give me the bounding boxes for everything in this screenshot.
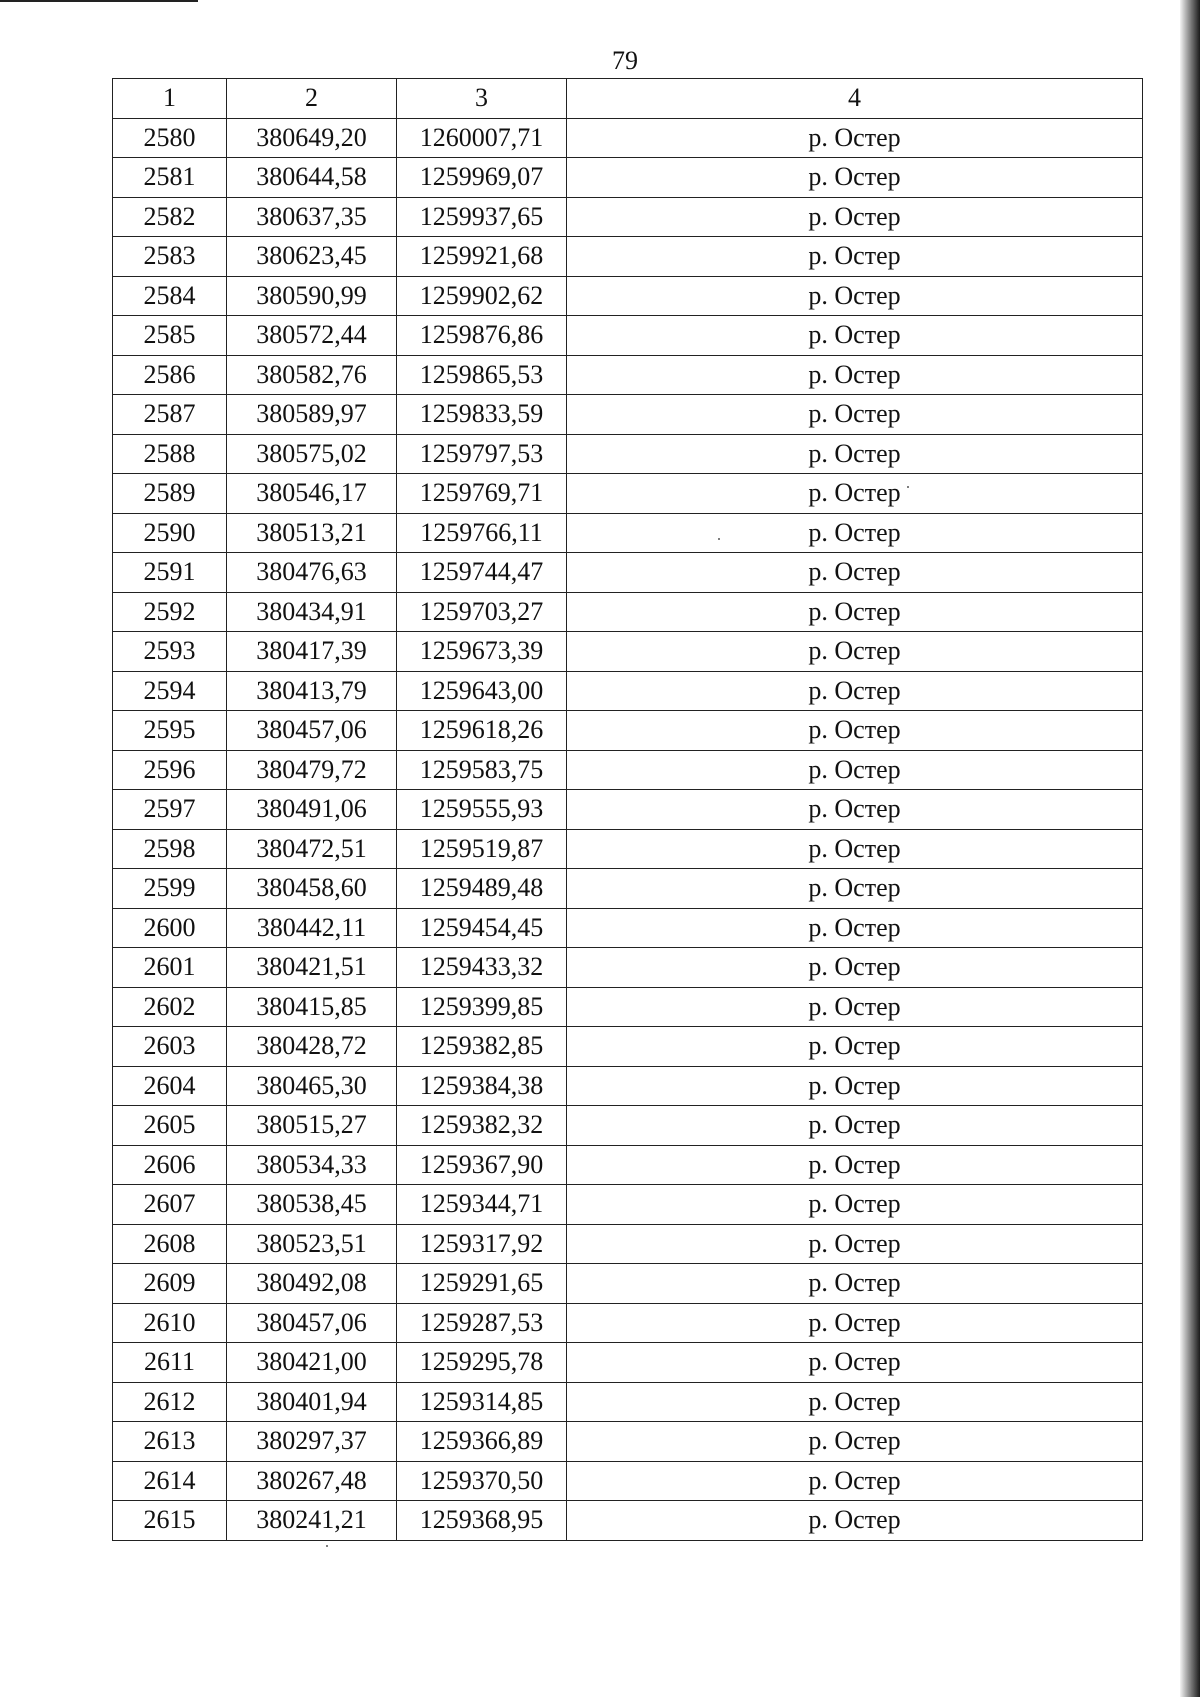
point-number-cell: 2586 bbox=[113, 355, 227, 395]
description-cell: р. Остер bbox=[567, 1501, 1143, 1541]
x-coordinate-cell: 380590,99 bbox=[227, 276, 397, 316]
scan-speck bbox=[907, 486, 909, 488]
y-coordinate-cell: 1259370,50 bbox=[397, 1461, 567, 1501]
scan-edge-shadow bbox=[1180, 0, 1200, 1697]
point-number-cell: 2602 bbox=[113, 987, 227, 1027]
x-coordinate-cell: 380417,39 bbox=[227, 632, 397, 672]
x-coordinate-cell: 380476,63 bbox=[227, 553, 397, 593]
description-cell: р. Остер bbox=[567, 1264, 1143, 1304]
description-cell: р. Остер bbox=[567, 632, 1143, 672]
point-number-cell: 2613 bbox=[113, 1422, 227, 1462]
y-coordinate-cell: 1259287,53 bbox=[397, 1303, 567, 1343]
description-cell: р. Остер bbox=[567, 869, 1143, 909]
x-coordinate-cell: 380415,85 bbox=[227, 987, 397, 1027]
description-cell: р. Остер bbox=[567, 1106, 1143, 1146]
y-coordinate-cell: 1259454,45 bbox=[397, 908, 567, 948]
x-coordinate-cell: 380513,21 bbox=[227, 513, 397, 553]
point-number-cell: 2581 bbox=[113, 158, 227, 198]
point-number-cell: 2605 bbox=[113, 1106, 227, 1146]
x-coordinate-cell: 380491,06 bbox=[227, 790, 397, 830]
y-coordinate-cell: 1259314,85 bbox=[397, 1382, 567, 1422]
x-coordinate-cell: 380637,35 bbox=[227, 197, 397, 237]
table-row bbox=[113, 197, 1143, 237]
y-coordinate-cell: 1259876,86 bbox=[397, 316, 567, 356]
description-cell: р. Остер bbox=[567, 750, 1143, 790]
y-coordinate-cell: 1259969,07 bbox=[397, 158, 567, 198]
y-coordinate-cell: 1259366,89 bbox=[397, 1422, 567, 1462]
y-coordinate-cell: 1259673,39 bbox=[397, 632, 567, 672]
table-row bbox=[113, 1303, 1143, 1343]
x-coordinate-cell: 380457,06 bbox=[227, 1303, 397, 1343]
x-coordinate-cell: 380649,20 bbox=[227, 118, 397, 158]
point-number-cell: 2591 bbox=[113, 553, 227, 593]
point-number-cell: 2603 bbox=[113, 1027, 227, 1067]
description-cell: р. Остер bbox=[567, 553, 1143, 593]
y-coordinate-cell: 1260007,71 bbox=[397, 118, 567, 158]
description-cell: р. Остер bbox=[567, 1027, 1143, 1067]
table-row bbox=[113, 908, 1143, 948]
table-row bbox=[113, 750, 1143, 790]
description-cell: р. Остер bbox=[567, 1461, 1143, 1501]
y-coordinate-cell: 1259797,53 bbox=[397, 434, 567, 474]
description-cell: р. Остер bbox=[567, 276, 1143, 316]
description-cell: р. Остер bbox=[567, 987, 1143, 1027]
table-row bbox=[113, 1106, 1143, 1146]
table-row bbox=[113, 118, 1143, 158]
table-row bbox=[113, 671, 1143, 711]
y-coordinate-cell: 1259744,47 bbox=[397, 553, 567, 593]
description-cell: р. Остер bbox=[567, 513, 1143, 553]
y-coordinate-cell: 1259583,75 bbox=[397, 750, 567, 790]
scan-speck bbox=[718, 538, 720, 540]
x-coordinate-cell: 380457,06 bbox=[227, 711, 397, 751]
table-body bbox=[113, 118, 1143, 1540]
y-coordinate-cell: 1259519,87 bbox=[397, 829, 567, 869]
description-cell: р. Остер bbox=[567, 1303, 1143, 1343]
point-number-cell: 2596 bbox=[113, 750, 227, 790]
point-number-cell: 2610 bbox=[113, 1303, 227, 1343]
description-cell: р. Остер bbox=[567, 197, 1143, 237]
point-number-cell: 2593 bbox=[113, 632, 227, 672]
x-coordinate-cell: 380523,51 bbox=[227, 1224, 397, 1264]
header-col-1: 1 bbox=[113, 79, 227, 119]
y-coordinate-cell: 1259769,71 bbox=[397, 474, 567, 514]
y-coordinate-cell: 1259433,32 bbox=[397, 948, 567, 988]
point-number-cell: 2608 bbox=[113, 1224, 227, 1264]
table-row bbox=[113, 237, 1143, 277]
point-number-cell: 2607 bbox=[113, 1185, 227, 1225]
table-row bbox=[113, 1027, 1143, 1067]
description-cell: р. Остер bbox=[567, 355, 1143, 395]
table-row bbox=[113, 632, 1143, 672]
table-row bbox=[113, 1145, 1143, 1185]
point-number-cell: 2588 bbox=[113, 434, 227, 474]
scan-speck bbox=[326, 1545, 328, 1547]
y-coordinate-cell: 1259344,71 bbox=[397, 1185, 567, 1225]
point-number-cell: 2580 bbox=[113, 118, 227, 158]
y-coordinate-cell: 1259833,59 bbox=[397, 395, 567, 435]
point-number-cell: 2597 bbox=[113, 790, 227, 830]
x-coordinate-cell: 380472,51 bbox=[227, 829, 397, 869]
y-coordinate-cell: 1259902,62 bbox=[397, 276, 567, 316]
table-row bbox=[113, 711, 1143, 751]
table-row bbox=[113, 513, 1143, 553]
point-number-cell: 2612 bbox=[113, 1382, 227, 1422]
x-coordinate-cell: 380515,27 bbox=[227, 1106, 397, 1146]
x-coordinate-cell: 380492,08 bbox=[227, 1264, 397, 1304]
header-col-3: 3 bbox=[397, 79, 567, 119]
x-coordinate-cell: 380575,02 bbox=[227, 434, 397, 474]
table-row bbox=[113, 316, 1143, 356]
x-coordinate-cell: 380442,11 bbox=[227, 908, 397, 948]
table-row bbox=[113, 829, 1143, 869]
table-row bbox=[113, 987, 1143, 1027]
point-number-cell: 2611 bbox=[113, 1343, 227, 1383]
description-cell: р. Остер bbox=[567, 790, 1143, 830]
y-coordinate-cell: 1259921,68 bbox=[397, 237, 567, 277]
table-row bbox=[113, 1066, 1143, 1106]
x-coordinate-cell: 380546,17 bbox=[227, 474, 397, 514]
header-col-4: 4 bbox=[567, 79, 1143, 119]
description-cell: р. Остер bbox=[567, 1224, 1143, 1264]
x-coordinate-cell: 380572,44 bbox=[227, 316, 397, 356]
y-coordinate-cell: 1259555,93 bbox=[397, 790, 567, 830]
table-row bbox=[113, 1382, 1143, 1422]
point-number-cell: 2600 bbox=[113, 908, 227, 948]
table-row bbox=[113, 434, 1143, 474]
point-number-cell: 2606 bbox=[113, 1145, 227, 1185]
x-coordinate-cell: 380589,97 bbox=[227, 395, 397, 435]
point-number-cell: 2609 bbox=[113, 1264, 227, 1304]
point-number-cell: 2599 bbox=[113, 869, 227, 909]
page-number: 79 bbox=[612, 46, 638, 75]
x-coordinate-cell: 380421,51 bbox=[227, 948, 397, 988]
y-coordinate-cell: 1259382,32 bbox=[397, 1106, 567, 1146]
x-coordinate-cell: 380267,48 bbox=[227, 1461, 397, 1501]
point-number-cell: 2583 bbox=[113, 237, 227, 277]
point-number-cell: 2590 bbox=[113, 513, 227, 553]
point-number-cell: 2592 bbox=[113, 592, 227, 632]
table-row bbox=[113, 1224, 1143, 1264]
point-number-cell: 2585 bbox=[113, 316, 227, 356]
table-row bbox=[113, 474, 1143, 514]
table-row bbox=[113, 1264, 1143, 1304]
description-cell: р. Остер bbox=[567, 434, 1143, 474]
x-coordinate-cell: 380434,91 bbox=[227, 592, 397, 632]
y-coordinate-cell: 1259291,65 bbox=[397, 1264, 567, 1304]
table-header-row bbox=[113, 79, 1143, 119]
coordinates-table bbox=[112, 78, 1143, 1541]
x-coordinate-cell: 380534,33 bbox=[227, 1145, 397, 1185]
description-cell: р. Остер bbox=[567, 1343, 1143, 1383]
y-coordinate-cell: 1259367,90 bbox=[397, 1145, 567, 1185]
y-coordinate-cell: 1259937,65 bbox=[397, 197, 567, 237]
table-row bbox=[113, 276, 1143, 316]
table-row bbox=[113, 790, 1143, 830]
table-row bbox=[113, 1501, 1143, 1541]
y-coordinate-cell: 1259317,92 bbox=[397, 1224, 567, 1264]
point-number-cell: 2594 bbox=[113, 671, 227, 711]
description-cell: р. Остер bbox=[567, 237, 1143, 277]
point-number-cell: 2614 bbox=[113, 1461, 227, 1501]
description-cell: р. Остер bbox=[567, 908, 1143, 948]
point-number-cell: 2615 bbox=[113, 1501, 227, 1541]
description-cell: р. Остер bbox=[567, 316, 1143, 356]
x-coordinate-cell: 380428,72 bbox=[227, 1027, 397, 1067]
description-cell: р. Остер bbox=[567, 1422, 1143, 1462]
description-cell: р. Остер bbox=[567, 158, 1143, 198]
x-coordinate-cell: 380582,76 bbox=[227, 355, 397, 395]
x-coordinate-cell: 380623,45 bbox=[227, 237, 397, 277]
y-coordinate-cell: 1259618,26 bbox=[397, 711, 567, 751]
table-row bbox=[113, 592, 1143, 632]
point-number-cell: 2582 bbox=[113, 197, 227, 237]
table-row bbox=[113, 158, 1143, 198]
x-coordinate-cell: 380401,94 bbox=[227, 1382, 397, 1422]
y-coordinate-cell: 1259865,53 bbox=[397, 355, 567, 395]
description-cell: р. Остер bbox=[567, 948, 1143, 988]
y-coordinate-cell: 1259643,00 bbox=[397, 671, 567, 711]
y-coordinate-cell: 1259766,11 bbox=[397, 513, 567, 553]
description-cell: р. Остер bbox=[567, 711, 1143, 751]
description-cell: р. Остер bbox=[567, 592, 1143, 632]
x-coordinate-cell: 380465,30 bbox=[227, 1066, 397, 1106]
y-coordinate-cell: 1259489,48 bbox=[397, 869, 567, 909]
x-coordinate-cell: 380458,60 bbox=[227, 869, 397, 909]
y-coordinate-cell: 1259382,85 bbox=[397, 1027, 567, 1067]
point-number-cell: 2595 bbox=[113, 711, 227, 751]
y-coordinate-cell: 1259295,78 bbox=[397, 1343, 567, 1383]
x-coordinate-cell: 380421,00 bbox=[227, 1343, 397, 1383]
point-number-cell: 2584 bbox=[113, 276, 227, 316]
description-cell: р. Остер bbox=[567, 1066, 1143, 1106]
point-number-cell: 2601 bbox=[113, 948, 227, 988]
x-coordinate-cell: 380538,45 bbox=[227, 1185, 397, 1225]
description-cell: р. Остер bbox=[567, 1185, 1143, 1225]
description-cell: р. Остер bbox=[567, 671, 1143, 711]
y-coordinate-cell: 1259384,38 bbox=[397, 1066, 567, 1106]
x-coordinate-cell: 380479,72 bbox=[227, 750, 397, 790]
table-row bbox=[113, 1422, 1143, 1462]
point-number-cell: 2598 bbox=[113, 829, 227, 869]
point-number-cell: 2587 bbox=[113, 395, 227, 435]
x-coordinate-cell: 380644,58 bbox=[227, 158, 397, 198]
top-rule bbox=[0, 0, 198, 2]
table-row bbox=[113, 948, 1143, 988]
description-cell: р. Остер bbox=[567, 1145, 1143, 1185]
y-coordinate-cell: 1259368,95 bbox=[397, 1501, 567, 1541]
y-coordinate-cell: 1259703,27 bbox=[397, 592, 567, 632]
description-cell: р. Остер bbox=[567, 1382, 1143, 1422]
x-coordinate-cell: 380413,79 bbox=[227, 671, 397, 711]
x-coordinate-cell: 380241,21 bbox=[227, 1501, 397, 1541]
table-row bbox=[113, 869, 1143, 909]
description-cell: р. Остер bbox=[567, 829, 1143, 869]
table-row bbox=[113, 355, 1143, 395]
table-row bbox=[113, 395, 1143, 435]
x-coordinate-cell: 380297,37 bbox=[227, 1422, 397, 1462]
table-row bbox=[113, 1185, 1143, 1225]
y-coordinate-cell: 1259399,85 bbox=[397, 987, 567, 1027]
description-cell: р. Остер bbox=[567, 118, 1143, 158]
table-row bbox=[113, 1461, 1143, 1501]
point-number-cell: 2604 bbox=[113, 1066, 227, 1106]
description-cell: р. Остер bbox=[567, 395, 1143, 435]
description-cell: р. Остер bbox=[567, 474, 1143, 514]
header-col-2: 2 bbox=[227, 79, 397, 119]
table-row bbox=[113, 553, 1143, 593]
point-number-cell: 2589 bbox=[113, 474, 227, 514]
table-row bbox=[113, 1343, 1143, 1383]
